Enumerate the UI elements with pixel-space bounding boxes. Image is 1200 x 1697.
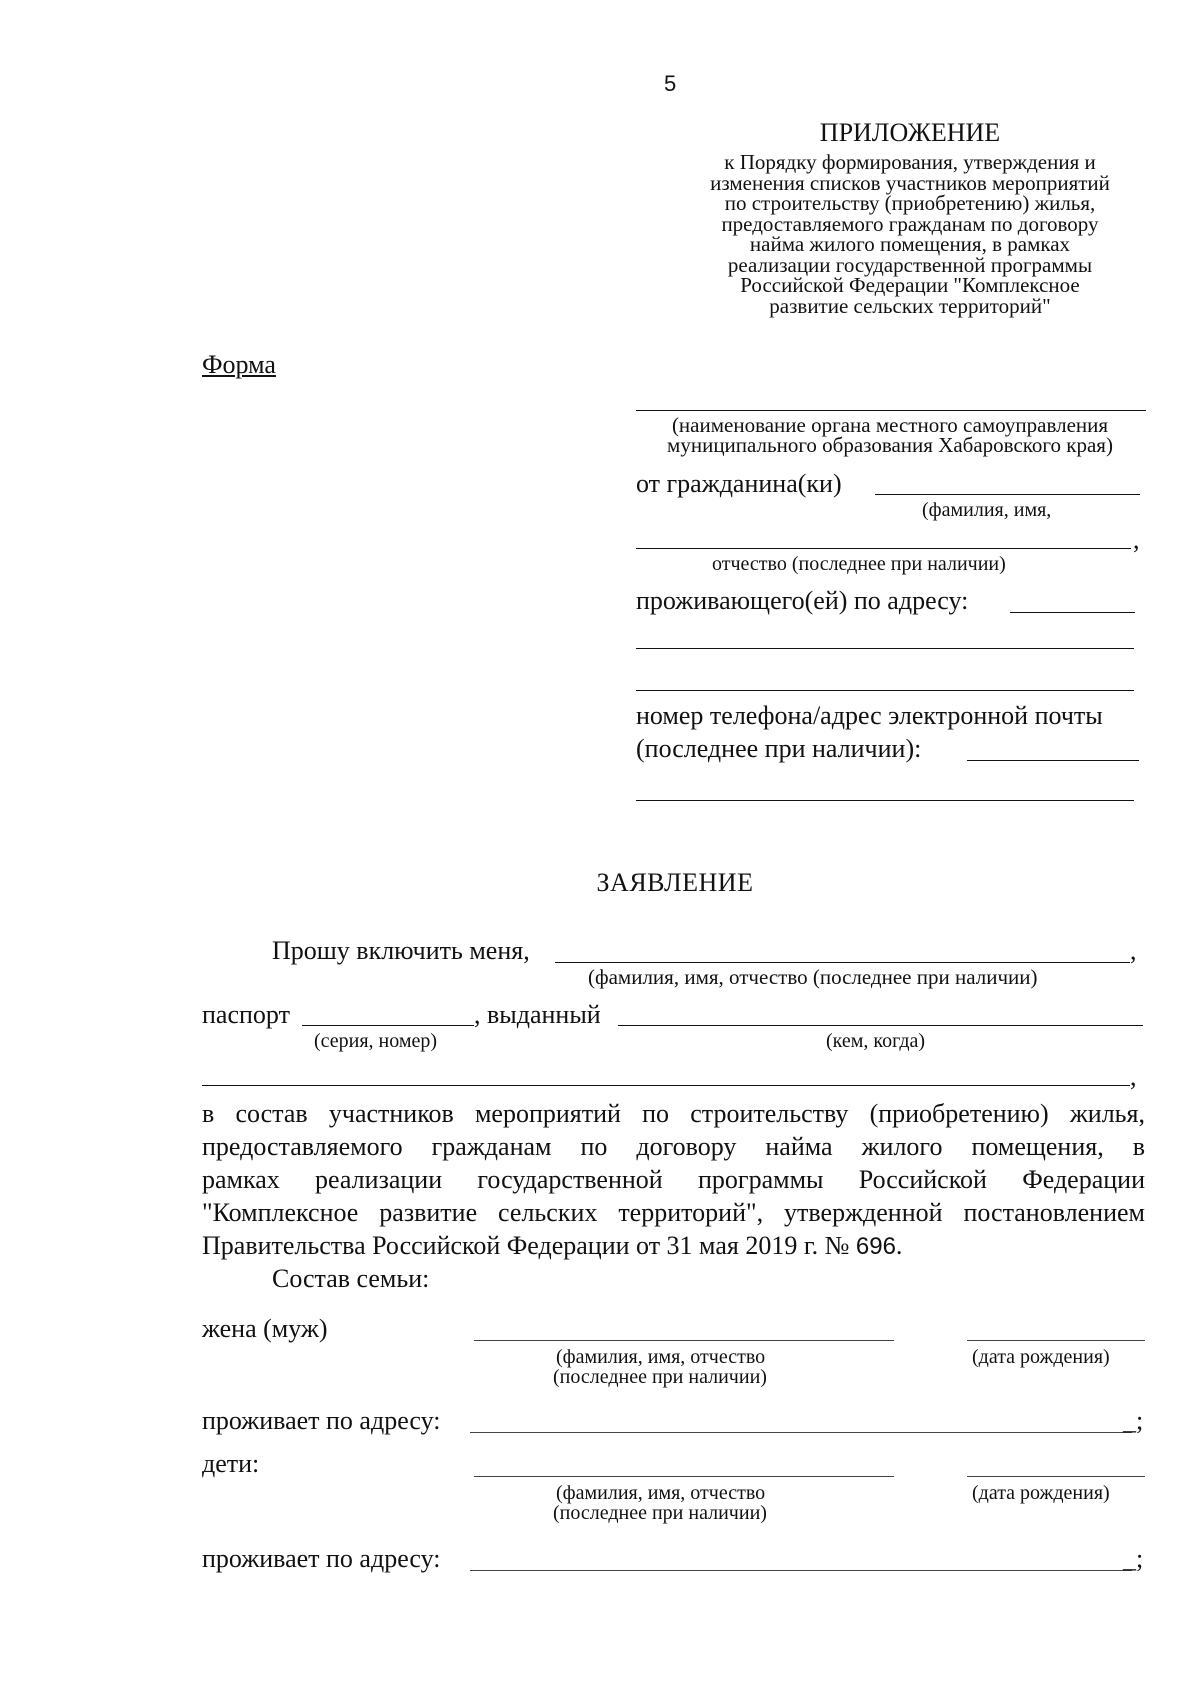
applicant-fio-field-line[interactable]: [555, 962, 1130, 963]
passport-label: паспорт: [202, 1000, 290, 1029]
appendix-line: изменения списков участников мероприятий: [710, 170, 1110, 195]
contact-label-1: номер телефона/адрес электронной почты: [636, 701, 1103, 730]
body-line: "Комплексное развитие сельских территорий", утвержденной постановлением: [202, 1198, 1145, 1227]
request-start: Прошу включить меня,: [272, 936, 530, 965]
appendix-line: предоставляемого гражданам по договору: [721, 211, 1099, 236]
address-field-line-1[interactable]: [1010, 612, 1135, 613]
patronymic-comma: ,: [1133, 525, 1140, 554]
appendix-line: к Порядку формирования, утверждения и: [724, 150, 1096, 174]
children-address-field-line[interactable]: [470, 1570, 1132, 1571]
residing-label: проживающего(ей) по адресу:: [636, 586, 969, 615]
body-last-line: Правительства Российской Федерации от 31 мая 2019 г. № 696.: [202, 1231, 903, 1260]
family-heading: Состав семьи:: [272, 1264, 430, 1293]
appendix-line: реализации государственной программы: [727, 252, 1093, 277]
issuer-caption: (кем, когда): [826, 1030, 926, 1052]
children-birthdate-caption: (дата рождения): [972, 1482, 1110, 1504]
spouse-address-field-line[interactable]: [470, 1432, 1132, 1433]
appendix-title: ПРИЛОЖЕНИЕ: [819, 118, 1001, 147]
authority-caption-2: муниципального образования Хабаровского края): [667, 433, 1113, 457]
issued-label: , выданный: [474, 1000, 601, 1029]
spouse-fio-caption-1: (фамилия, имя, отчество: [556, 1346, 766, 1368]
children-fio-caption-1: (фамилия, имя, отчество: [556, 1482, 766, 1504]
appendix-caption: [660, 152, 1160, 316]
passport-caption: (серия, номер): [314, 1030, 438, 1052]
appendix-line: найма жилого помещения, в рамках: [749, 232, 1071, 256]
appendix-line: Российской Федерации "Комплексное: [740, 273, 1080, 297]
statement-title: ЗАЯВЛЕНИЕ: [596, 868, 754, 897]
appendix-line: по строительству (приобретению) жилья,: [724, 191, 1096, 215]
children-fio-field-line[interactable]: [474, 1476, 894, 1477]
continuation-comma: ,: [1130, 1062, 1137, 1091]
body-line: в состав участников мероприятий по строительству (приобретению) жилья,: [202, 1099, 1145, 1128]
contact-field-line-2[interactable]: [636, 800, 1134, 801]
spouse-fio-caption-2: (последнее при наличии): [553, 1366, 767, 1388]
appendix-line: развитие сельских территорий": [769, 293, 1051, 318]
authority-field-line[interactable]: [636, 410, 1146, 411]
body-last-line-text: Правительства Российской Федерации от 31 мая 2019 г. №: [202, 1231, 850, 1260]
from-citizen-label: от гражданина(ки): [636, 469, 842, 498]
name-caption: (фамилия, имя,: [922, 499, 1052, 521]
family-role-children: дети:: [202, 1449, 260, 1478]
authority-caption-1: (наименование органа местного самоуправления: [671, 413, 1109, 437]
page-number: 5: [664, 71, 677, 96]
spouse-address-end: _;: [1123, 1406, 1144, 1435]
children-address-end: _;: [1123, 1544, 1144, 1573]
family-role-spouse: жена (муж): [202, 1314, 328, 1343]
contact-label-2: (последнее при наличии):: [636, 734, 922, 763]
citizen-name-field-line[interactable]: [875, 494, 1140, 495]
children-fio-caption-2: (последнее при наличии): [553, 1502, 767, 1524]
children-birthdate-field-line[interactable]: [967, 1476, 1145, 1477]
passport-issuer-field-line[interactable]: [618, 1025, 1143, 1026]
spouse-birthdate-caption: (дата рождения): [972, 1346, 1110, 1368]
body-line: предоставляемого гражданам по договору найма жилого помещения, в: [202, 1132, 1145, 1161]
applicant-fio-caption: (фамилия, имя, отчество (последнее при наличии): [588, 965, 1038, 989]
spouse-birthdate-field-line[interactable]: [967, 1340, 1145, 1341]
address-field-line-3[interactable]: [636, 690, 1134, 691]
contact-field-line-1[interactable]: [967, 760, 1139, 761]
form-label: Форма: [202, 350, 276, 379]
children-address-label: проживает по адресу:: [202, 1544, 441, 1573]
body-line: рамках реализации государственной программы Российской Федерации: [202, 1165, 1145, 1194]
passport-number-field-line[interactable]: [302, 1025, 474, 1026]
spouse-fio-field-line[interactable]: [474, 1340, 894, 1341]
spouse-address-label: проживает по адресу:: [202, 1406, 441, 1435]
address-field-line-2[interactable]: [636, 648, 1134, 649]
passport-continuation-field-line[interactable]: [202, 1085, 1130, 1086]
request-comma: ,: [1130, 936, 1137, 965]
decree-number: 696: [855, 1233, 896, 1260]
patronymic-field-line[interactable]: [636, 548, 1131, 549]
patronymic-caption: отчество (последнее при наличии): [712, 553, 1006, 575]
